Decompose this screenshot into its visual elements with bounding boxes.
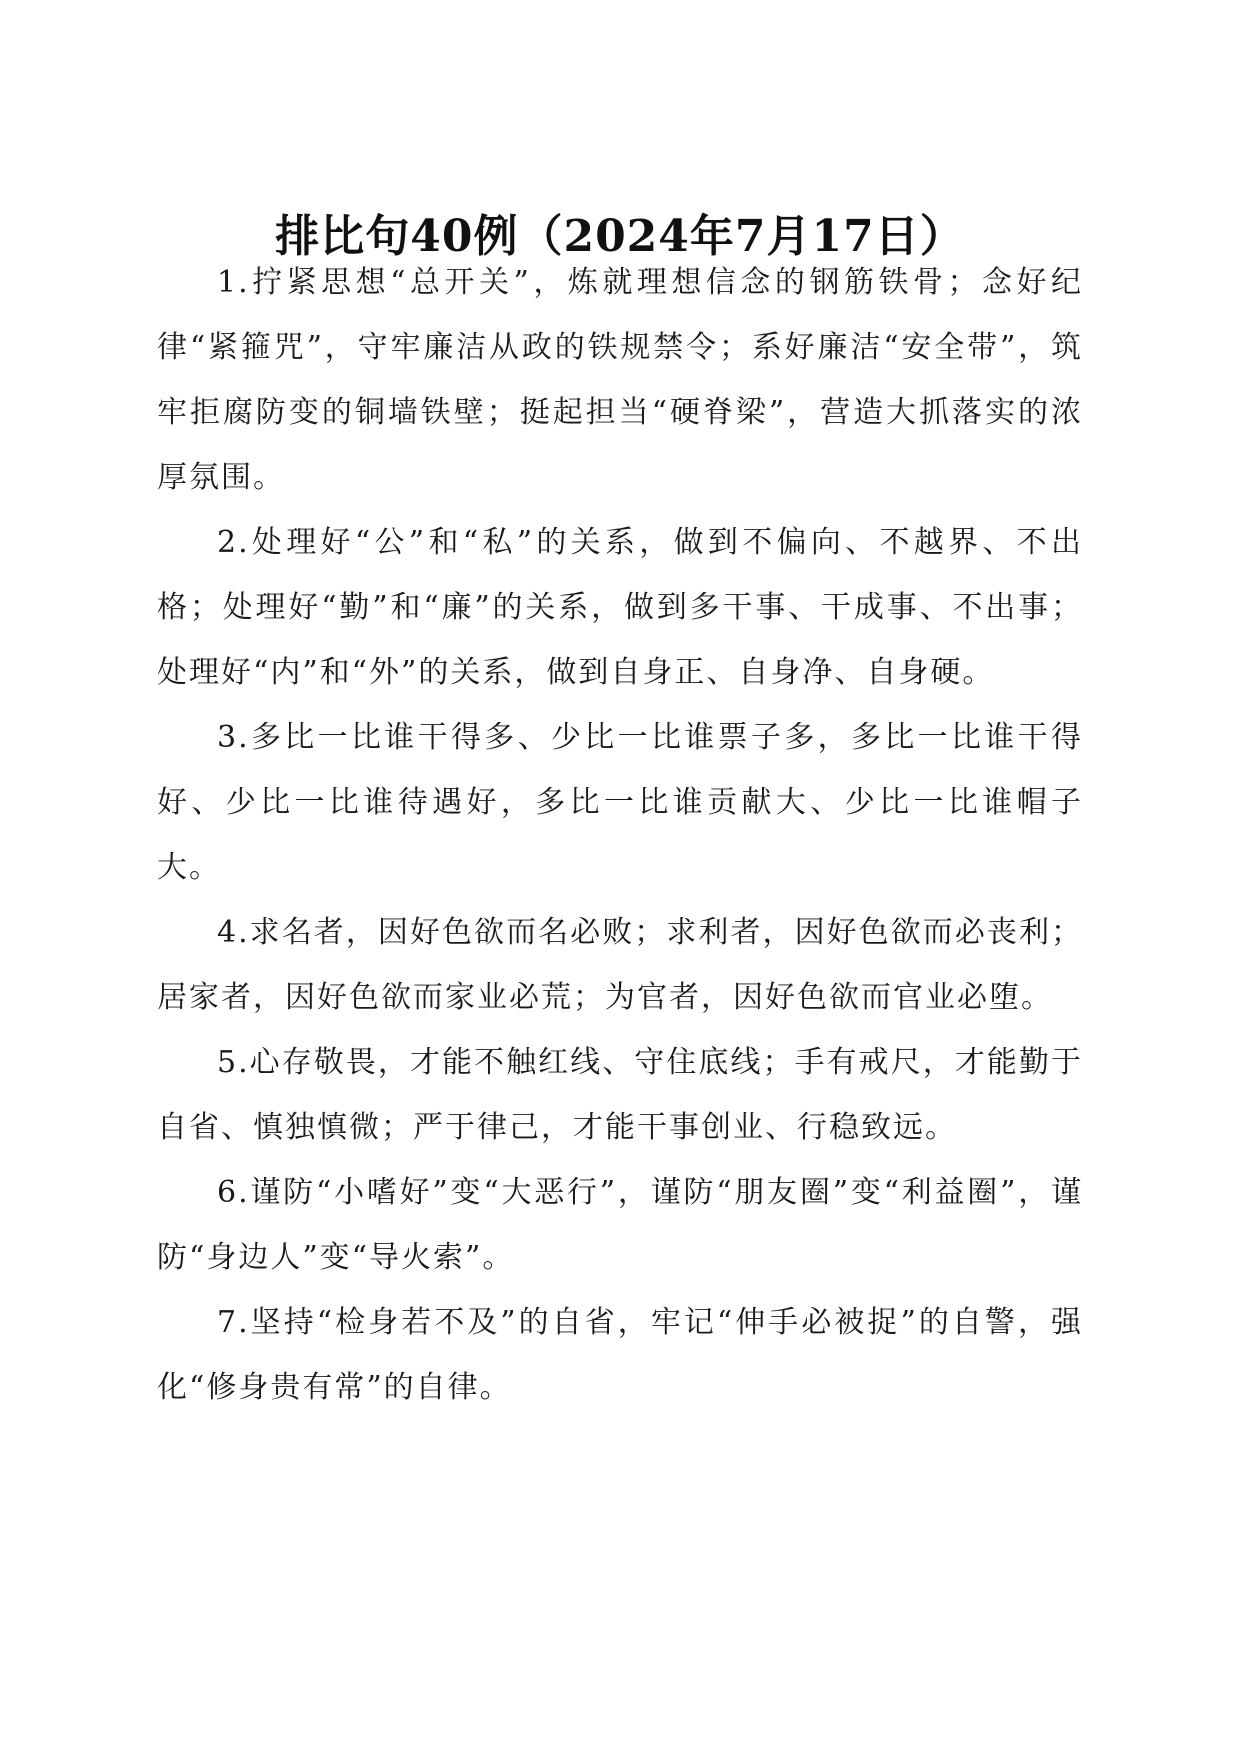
paragraph-1: 1.拧紧思想“总开关”，炼就理想信念的钢筋铁骨；念好纪律“紧箍咒”，守牢廉洁从政的铁规禁令；系好廉洁“安全带”，筑牢拒腐防变的铜墙铁壁；挺起担当“硬脊梁”，营造大抓落实的浓厚氛围。: [157, 265, 1083, 495]
document-body: [157, 250, 1083, 1420]
paragraph-6: 6.谨防“小嗜好”变“大恶行”，谨防“朋友圈”变“利益圈”，谨防“身边人”变“导火索”。: [157, 1175, 1083, 1275]
paragraph-4: 4.求名者，因好色欲而名必败；求利者，因好色欲而必丧利；居家者，因好色欲而家业必荒；为官者，因好色欲而官业必堕。: [157, 915, 1083, 1015]
paragraph-3: 3.多比一比谁干得多、少比一比谁票子多，多比一比谁干得好、少比一比谁待遇好，多比一比谁贡献大、少比一比谁帽子大。: [157, 720, 1083, 885]
document-title: 排比句40例（2024年7月17日）: [275, 211, 965, 263]
paragraph-5: 5.心存敬畏，才能不触红线、守住底线；手有戒尺，才能勤于自省、慎独慎微；严于律己，才能干事创业、行稳致远。: [157, 1045, 1083, 1145]
paragraph-7: 7.坚持“检身若不及”的自省，牢记“伸手必被捉”的自警，强化“修身贵有常”的自律。: [157, 1305, 1083, 1405]
paragraph-2: 2.处理好“公”和“私”的关系，做到不偏向、不越界、不出格；处理好“勤”和“廉”的关系，做到多干事、干成事、不出事；处理好“内”和“外”的关系，做到自身正、自身净、自身硬。: [157, 525, 1083, 690]
